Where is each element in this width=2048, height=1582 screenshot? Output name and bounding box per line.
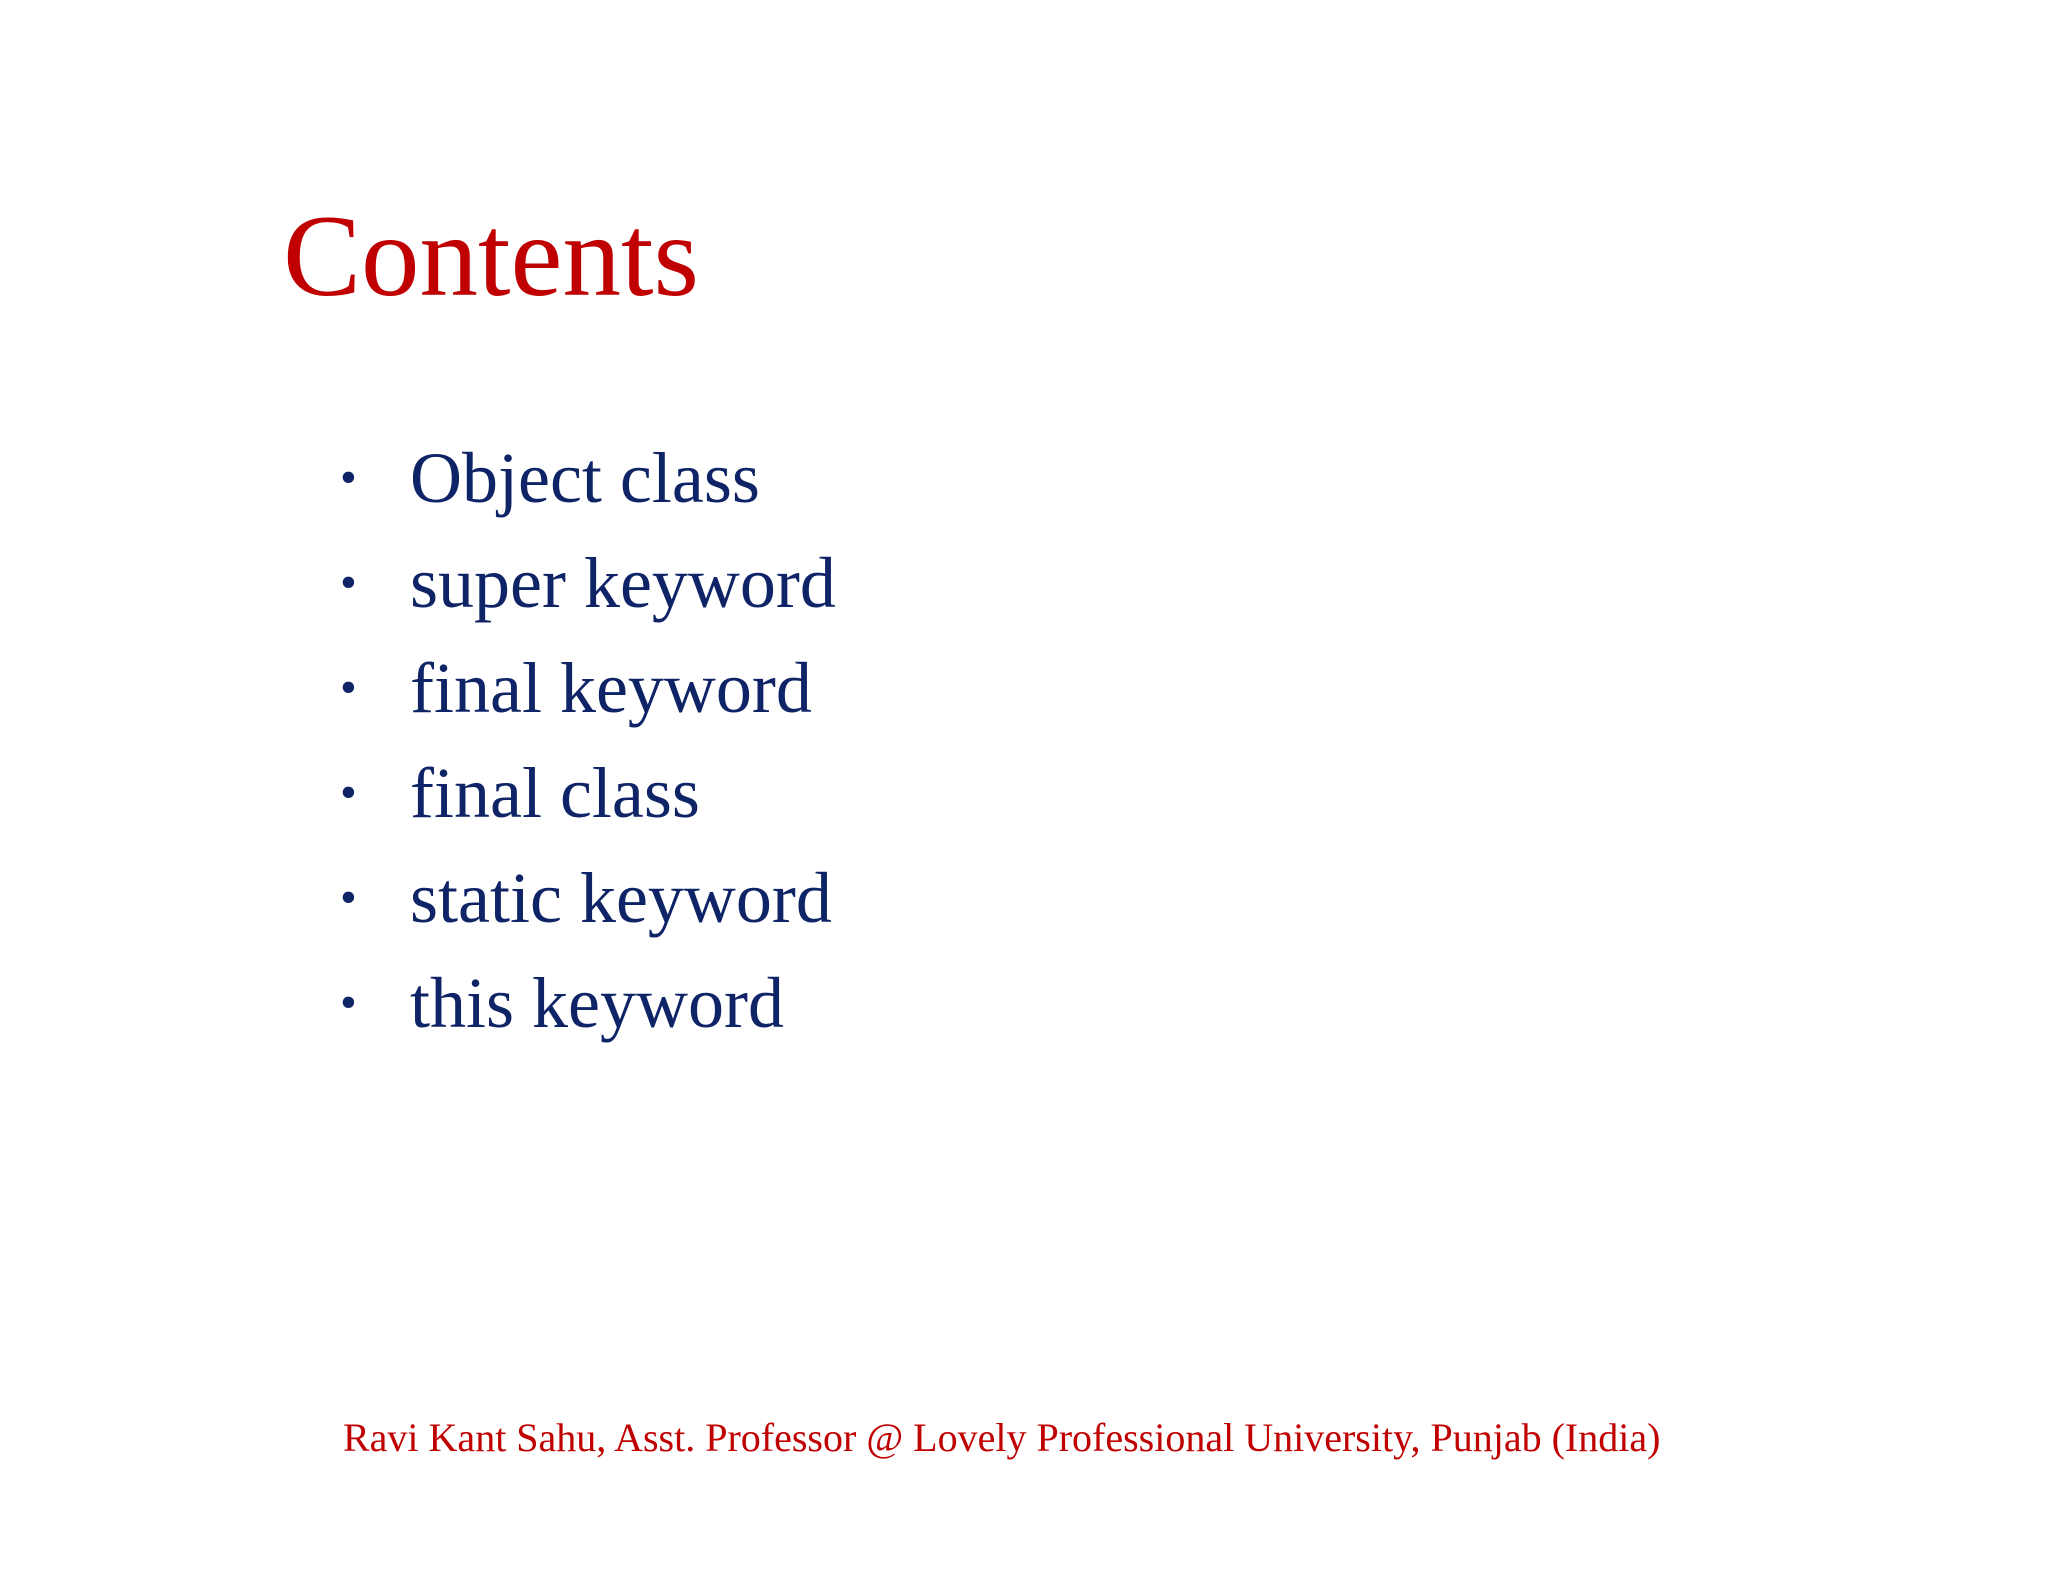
list-item	[340, 740, 836, 845]
list-item	[340, 425, 836, 530]
list-item	[340, 635, 836, 740]
list-item-label: super keyword	[410, 542, 836, 623]
list-item	[340, 530, 836, 635]
list-item	[340, 845, 836, 950]
bullet-icon: •	[340, 870, 357, 924]
bullet-icon: •	[340, 555, 357, 609]
list-item-label: static keyword	[410, 857, 832, 938]
contents-list	[340, 425, 836, 1055]
list-item-label: final keyword	[410, 647, 812, 728]
bullet-icon: •	[340, 660, 357, 714]
bullet-icon: •	[340, 765, 357, 819]
list-item-label: Object class	[410, 437, 760, 518]
slide-footer: Ravi Kant Sahu, Asst. Professor @ Lovely Professional University, Punjab (India)	[343, 1415, 1661, 1460]
list-item	[340, 950, 836, 1055]
list-item-label: this keyword	[410, 962, 784, 1043]
slide-title: Contents	[283, 192, 700, 321]
list-item-label: final class	[410, 752, 700, 833]
bullet-icon: •	[340, 450, 357, 504]
bullet-icon: •	[340, 975, 357, 1029]
